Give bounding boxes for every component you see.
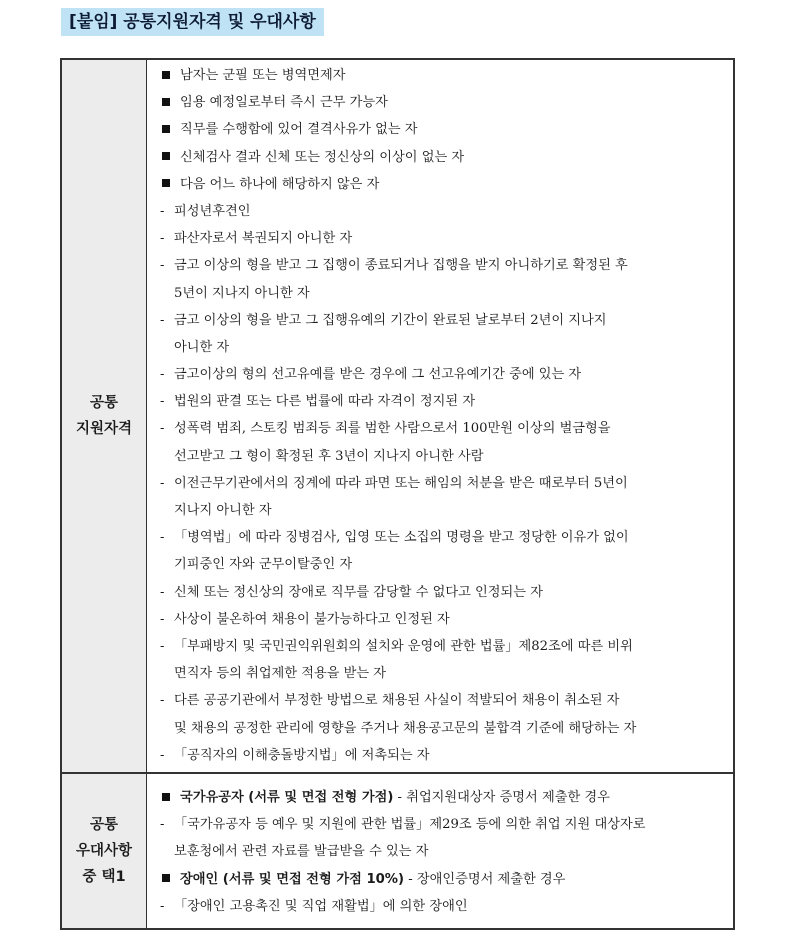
dash-marker: - bbox=[160, 638, 165, 654]
dash-marker: - bbox=[160, 817, 165, 833]
square-bullet-icon bbox=[162, 71, 170, 79]
square-bullet-icon bbox=[162, 152, 170, 160]
item-text: 직무를 수행함에 있어 결격사유가 없는 자 bbox=[180, 122, 418, 138]
item-text: 금고 이상의 형을 받고 그 집행이 종료되거나 집행을 받지 아니하기로 확정된 후 bbox=[174, 258, 628, 274]
dash-marker: - bbox=[160, 421, 165, 437]
dash-item bbox=[154, 470, 725, 497]
item-emphasis: 장애인 (서류 및 면접 전형 가점 10%) bbox=[180, 871, 405, 887]
item-text: 「병역법」에 따라 징병검사, 입영 또는 소집의 명령을 받고 정당한 이유가 없이 bbox=[174, 530, 629, 546]
item-text: 이전근무기관에서의 징계에 따라 파면 또는 해임의 처분을 받은 때로부터 5년이 bbox=[174, 475, 628, 491]
dash-item bbox=[154, 388, 725, 415]
continuation-line bbox=[154, 660, 725, 687]
dash-item bbox=[154, 307, 725, 334]
item-emphasis: 국가유공자 (서류 및 면접 전형 가점) bbox=[180, 790, 394, 805]
bullet-item bbox=[154, 144, 725, 171]
dash-marker: - bbox=[160, 312, 165, 328]
item-text: 보훈청에서 관련 자료를 발급받을 수 있는 자 bbox=[174, 844, 429, 860]
dash-marker: - bbox=[160, 203, 165, 219]
item-text: 임용 예정일로부터 즉시 근무 가능자 bbox=[180, 95, 388, 111]
dash-marker: - bbox=[160, 367, 165, 383]
bullet-item bbox=[154, 89, 725, 116]
section-label-line: 지원자격 bbox=[75, 421, 133, 437]
dash-item bbox=[154, 893, 725, 920]
dash-item bbox=[154, 415, 725, 442]
square-bullet-icon bbox=[162, 874, 170, 882]
bullet-item bbox=[154, 116, 725, 143]
item-text: 남자는 군필 또는 병역면제자 bbox=[180, 68, 346, 83]
dash-item bbox=[154, 687, 725, 714]
section-content bbox=[154, 62, 725, 769]
section-label bbox=[62, 774, 147, 928]
continuation-line bbox=[154, 715, 725, 742]
item-text: 지나지 아니한 자 bbox=[174, 503, 272, 518]
item-text: 및 채용의 공정한 관리에 영향을 주거나 채용공고문의 불합격 기준에 해당하는 자 bbox=[174, 720, 637, 736]
item-text: 다음 어느 하나에 해당하지 않은 자 bbox=[180, 176, 380, 192]
dash-marker: - bbox=[160, 693, 165, 709]
item-text: 기피중인 자와 군무이탈중인 자 bbox=[174, 557, 353, 573]
item-text: 선고받고 그 형이 확정된 후 3년이 지나지 아니한 사람 bbox=[174, 448, 484, 464]
continuation-line bbox=[154, 551, 725, 578]
item-text: 사상이 불온하여 채용이 불가능하다고 인정된 자 bbox=[174, 611, 450, 627]
dash-item bbox=[154, 811, 725, 838]
continuation-line bbox=[154, 443, 725, 470]
item-text: 파산자로서 복권되지 아니한 자 bbox=[174, 231, 353, 247]
dash-item bbox=[154, 579, 725, 606]
common-preferences-section bbox=[62, 774, 733, 928]
dash-item bbox=[154, 524, 725, 551]
dash-marker: - bbox=[160, 258, 165, 274]
bullet-item bbox=[154, 62, 725, 89]
item-text: 성폭력 범죄, 스토킹 범죄등 죄를 범한 사람으로서 100만원 이상의 벌금형을 bbox=[174, 421, 611, 437]
dash-item bbox=[154, 252, 725, 279]
dash-marker: - bbox=[160, 611, 165, 627]
square-bullet-icon bbox=[162, 179, 170, 187]
continuation-line bbox=[154, 497, 725, 524]
square-bullet-icon bbox=[162, 98, 170, 106]
section-label-line: 공통 bbox=[89, 817, 118, 833]
section-content bbox=[154, 784, 725, 920]
item-text: 면직자 등의 취업제한 적용을 받는 자 bbox=[174, 666, 387, 682]
section-label bbox=[62, 60, 147, 772]
square-bullet-icon bbox=[162, 125, 170, 133]
dash-marker: - bbox=[160, 747, 165, 763]
page-heading: [붙임] 공통지원자격 및 우대사항 bbox=[61, 8, 324, 36]
bullet-item bbox=[154, 866, 725, 893]
dash-marker: - bbox=[160, 584, 165, 600]
item-text: 5년이 지나지 아니한 자 bbox=[174, 285, 310, 301]
item-text: 「공직자의 이해충돌방지법」에 저촉되는 자 bbox=[174, 747, 430, 763]
item-text: 「부패방지 및 국민권익위원회의 설치와 운영에 관한 법률」제82조에 따른 비위 bbox=[174, 638, 633, 654]
item-text: 「장애인 고용촉진 및 직업 재활법」에 의한 장애인 bbox=[174, 898, 468, 914]
item-text: 신체검사 결과 신체 또는 정신상의 이상이 없는 자 bbox=[180, 149, 465, 165]
continuation-line bbox=[154, 280, 725, 307]
section-label-line: 공통 bbox=[89, 395, 118, 411]
item-text: 「국가유공자 등 예우 및 지원에 관한 법률」제29조 등에 의한 취업 지원 대상자로 bbox=[174, 817, 646, 833]
dash-item bbox=[154, 361, 725, 388]
dash-item bbox=[154, 633, 725, 660]
item-text: 아니한 자 bbox=[174, 339, 230, 355]
requirements-table bbox=[60, 58, 735, 930]
dash-marker: - bbox=[160, 475, 165, 491]
dash-item bbox=[154, 225, 725, 252]
item-text: - 장애인증명서 제출한 경우 bbox=[404, 871, 566, 887]
square-bullet-icon bbox=[162, 793, 170, 801]
item-text: - 취업지원대상자 증명서 제출한 경우 bbox=[393, 790, 610, 805]
dash-item bbox=[154, 198, 725, 225]
item-text: 금고이상의 형의 선고유예를 받은 경우에 그 선고유예기간 중에 있는 자 bbox=[174, 367, 582, 383]
item-text: 피성년후견인 bbox=[174, 203, 251, 219]
common-qualifications-section bbox=[62, 60, 733, 774]
dash-item bbox=[154, 606, 725, 633]
item-text: 다른 공공기관에서 부정한 방법으로 채용된 사실이 적발되어 채용이 취소된 자 bbox=[174, 693, 620, 709]
item-text: 금고 이상의 형을 받고 그 집행유예의 기간이 완료된 날로부터 2년이 지나지 bbox=[174, 312, 607, 328]
section-label-line: 우대사항 bbox=[75, 843, 133, 859]
continuation-line bbox=[154, 334, 725, 361]
dash-marker: - bbox=[160, 898, 165, 914]
dash-marker: - bbox=[160, 231, 165, 247]
item-text: 법원의 판결 또는 다른 법률에 따라 자격이 정지된 자 bbox=[174, 394, 476, 410]
bullet-item bbox=[154, 784, 725, 811]
continuation-line bbox=[154, 838, 725, 865]
bullet-item bbox=[154, 171, 725, 198]
section-label-line: 중 택1 bbox=[82, 869, 126, 885]
dash-item bbox=[154, 742, 725, 769]
item-text: 신체 또는 정신상의 장애로 직무를 감당할 수 없다고 인정되는 자 bbox=[174, 584, 543, 600]
dash-marker: - bbox=[160, 530, 165, 546]
dash-marker: - bbox=[160, 394, 165, 410]
